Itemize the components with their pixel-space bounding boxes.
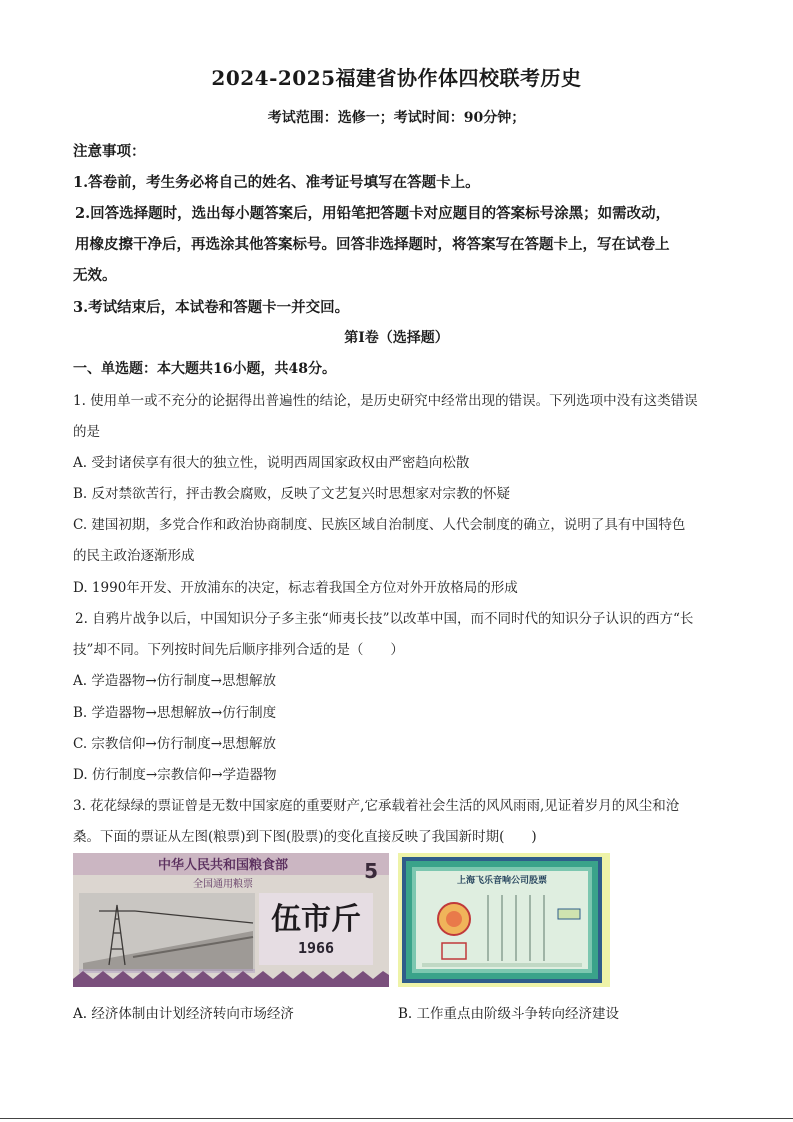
q3-stem-line-2: 桑。下面的票证从左图(粮票)到下图(股票)的变化直接反映了我国新时期( ): [73, 829, 537, 845]
q1-stem-line-2: 的是: [73, 424, 100, 440]
q1-option-d: D. 1990年开发、开放浦东的决定，标志着我国全方位对外开放格局的形成: [73, 580, 518, 596]
q2-option-d: D. 仿行制度→宗教信仰→学造器物: [73, 767, 277, 783]
q1-option-a: A. 受封诸侯享有很大的独立性，说明西周国家政权由严密趋向松散: [73, 455, 470, 471]
part-title: 一、单选题：本大题共16小题，共48分。: [73, 361, 336, 377]
notice-item-2-line-1: 2.回答选择题时，选出每小题答案后，用铅笔把答题卡对应题目的答案标号涂黑；如需改动，: [75, 205, 671, 222]
notice-item-2-line-3: 无效。: [73, 267, 117, 284]
notice-item-3: 3.考试结束后，本试卷和答题卡一并交回。: [73, 299, 350, 316]
q2-option-a: A. 学造器物→仿行制度→思想解放: [73, 673, 276, 689]
q1-option-c-line-2: 的民主政治逐渐形成: [73, 548, 195, 564]
page-title: 2024-2025福建省协作体四校联考历史: [211, 66, 582, 90]
page-bottom-rule: [0, 1118, 793, 1119]
q2-option-c: C. 宗教信仰→仿行制度→思想解放: [73, 736, 277, 752]
stock-certificate-image: [398, 853, 610, 987]
q1-stem-line-1: 1. 使用单一或不充分的论据得出普遍性的结论，是历史研究中经常出现的错误。下列选项中没有这类错误: [73, 393, 698, 409]
exam-info: 考试范围：选修一；考试时间：90分钟；: [267, 110, 526, 126]
q3-option-a: A. 经济体制由计划经济转向市场经济: [73, 1006, 294, 1022]
ration-ticket-image: [73, 853, 389, 987]
ration-ticket-digit: 5: [364, 859, 378, 883]
ration-ticket-sub: 全国通用粮票: [193, 879, 253, 890]
q2-option-b: B. 学造器物→思想解放→仿行制度: [73, 705, 277, 721]
q2-stem-line-2: 技”却不同。下列按时间先后顺序排列合适的是（ ）: [73, 642, 404, 658]
ration-ticket-header: 中华人民共和国粮食部: [157, 858, 289, 873]
ration-ticket-year: 1966: [297, 939, 335, 957]
section-title: 第Ⅰ卷（选择题）: [344, 330, 449, 346]
notice-item-1: 1.答卷前，考生务必将自己的姓名、准考证号填写在答题卡上。: [73, 174, 480, 191]
ration-ticket-amount: 伍市斤: [271, 902, 361, 937]
notice-heading: 注意事项：: [73, 143, 146, 160]
q3-option-b: B. 工作重点由阶级斗争转向经济建设: [398, 1006, 620, 1022]
q2-stem-line-1: 2. 自鸦片战争以后，中国知识分子多主张“师夷长技”以改革中国，而不同时代的知识分子认识的西方“长: [75, 611, 694, 627]
notice-item-2-line-2: 用橡皮擦干净后，再选涂其他答案标号。回答非选择题时，将答案写在答题卡上，写在试卷上: [75, 236, 670, 253]
q1-option-b: B. 反对禁欲苦行，抨击教会腐败，反映了文艺复兴时思想家对宗教的怀疑: [73, 486, 511, 502]
q1-option-c-line-1: C. 建国初期，多党合作和政治协商制度、民族区域自治制度、人代会制度的确立，说明了具有中国特色: [73, 517, 686, 533]
q3-stem-line-1: 3. 花花绿绿的票证曾是无数中国家庭的重要财产,它承载着社会生活的风风雨雨,见证着岁月的风尘和沧: [73, 798, 680, 814]
stock-certificate-header: 上海飞乐音响公司股票: [456, 876, 548, 886]
